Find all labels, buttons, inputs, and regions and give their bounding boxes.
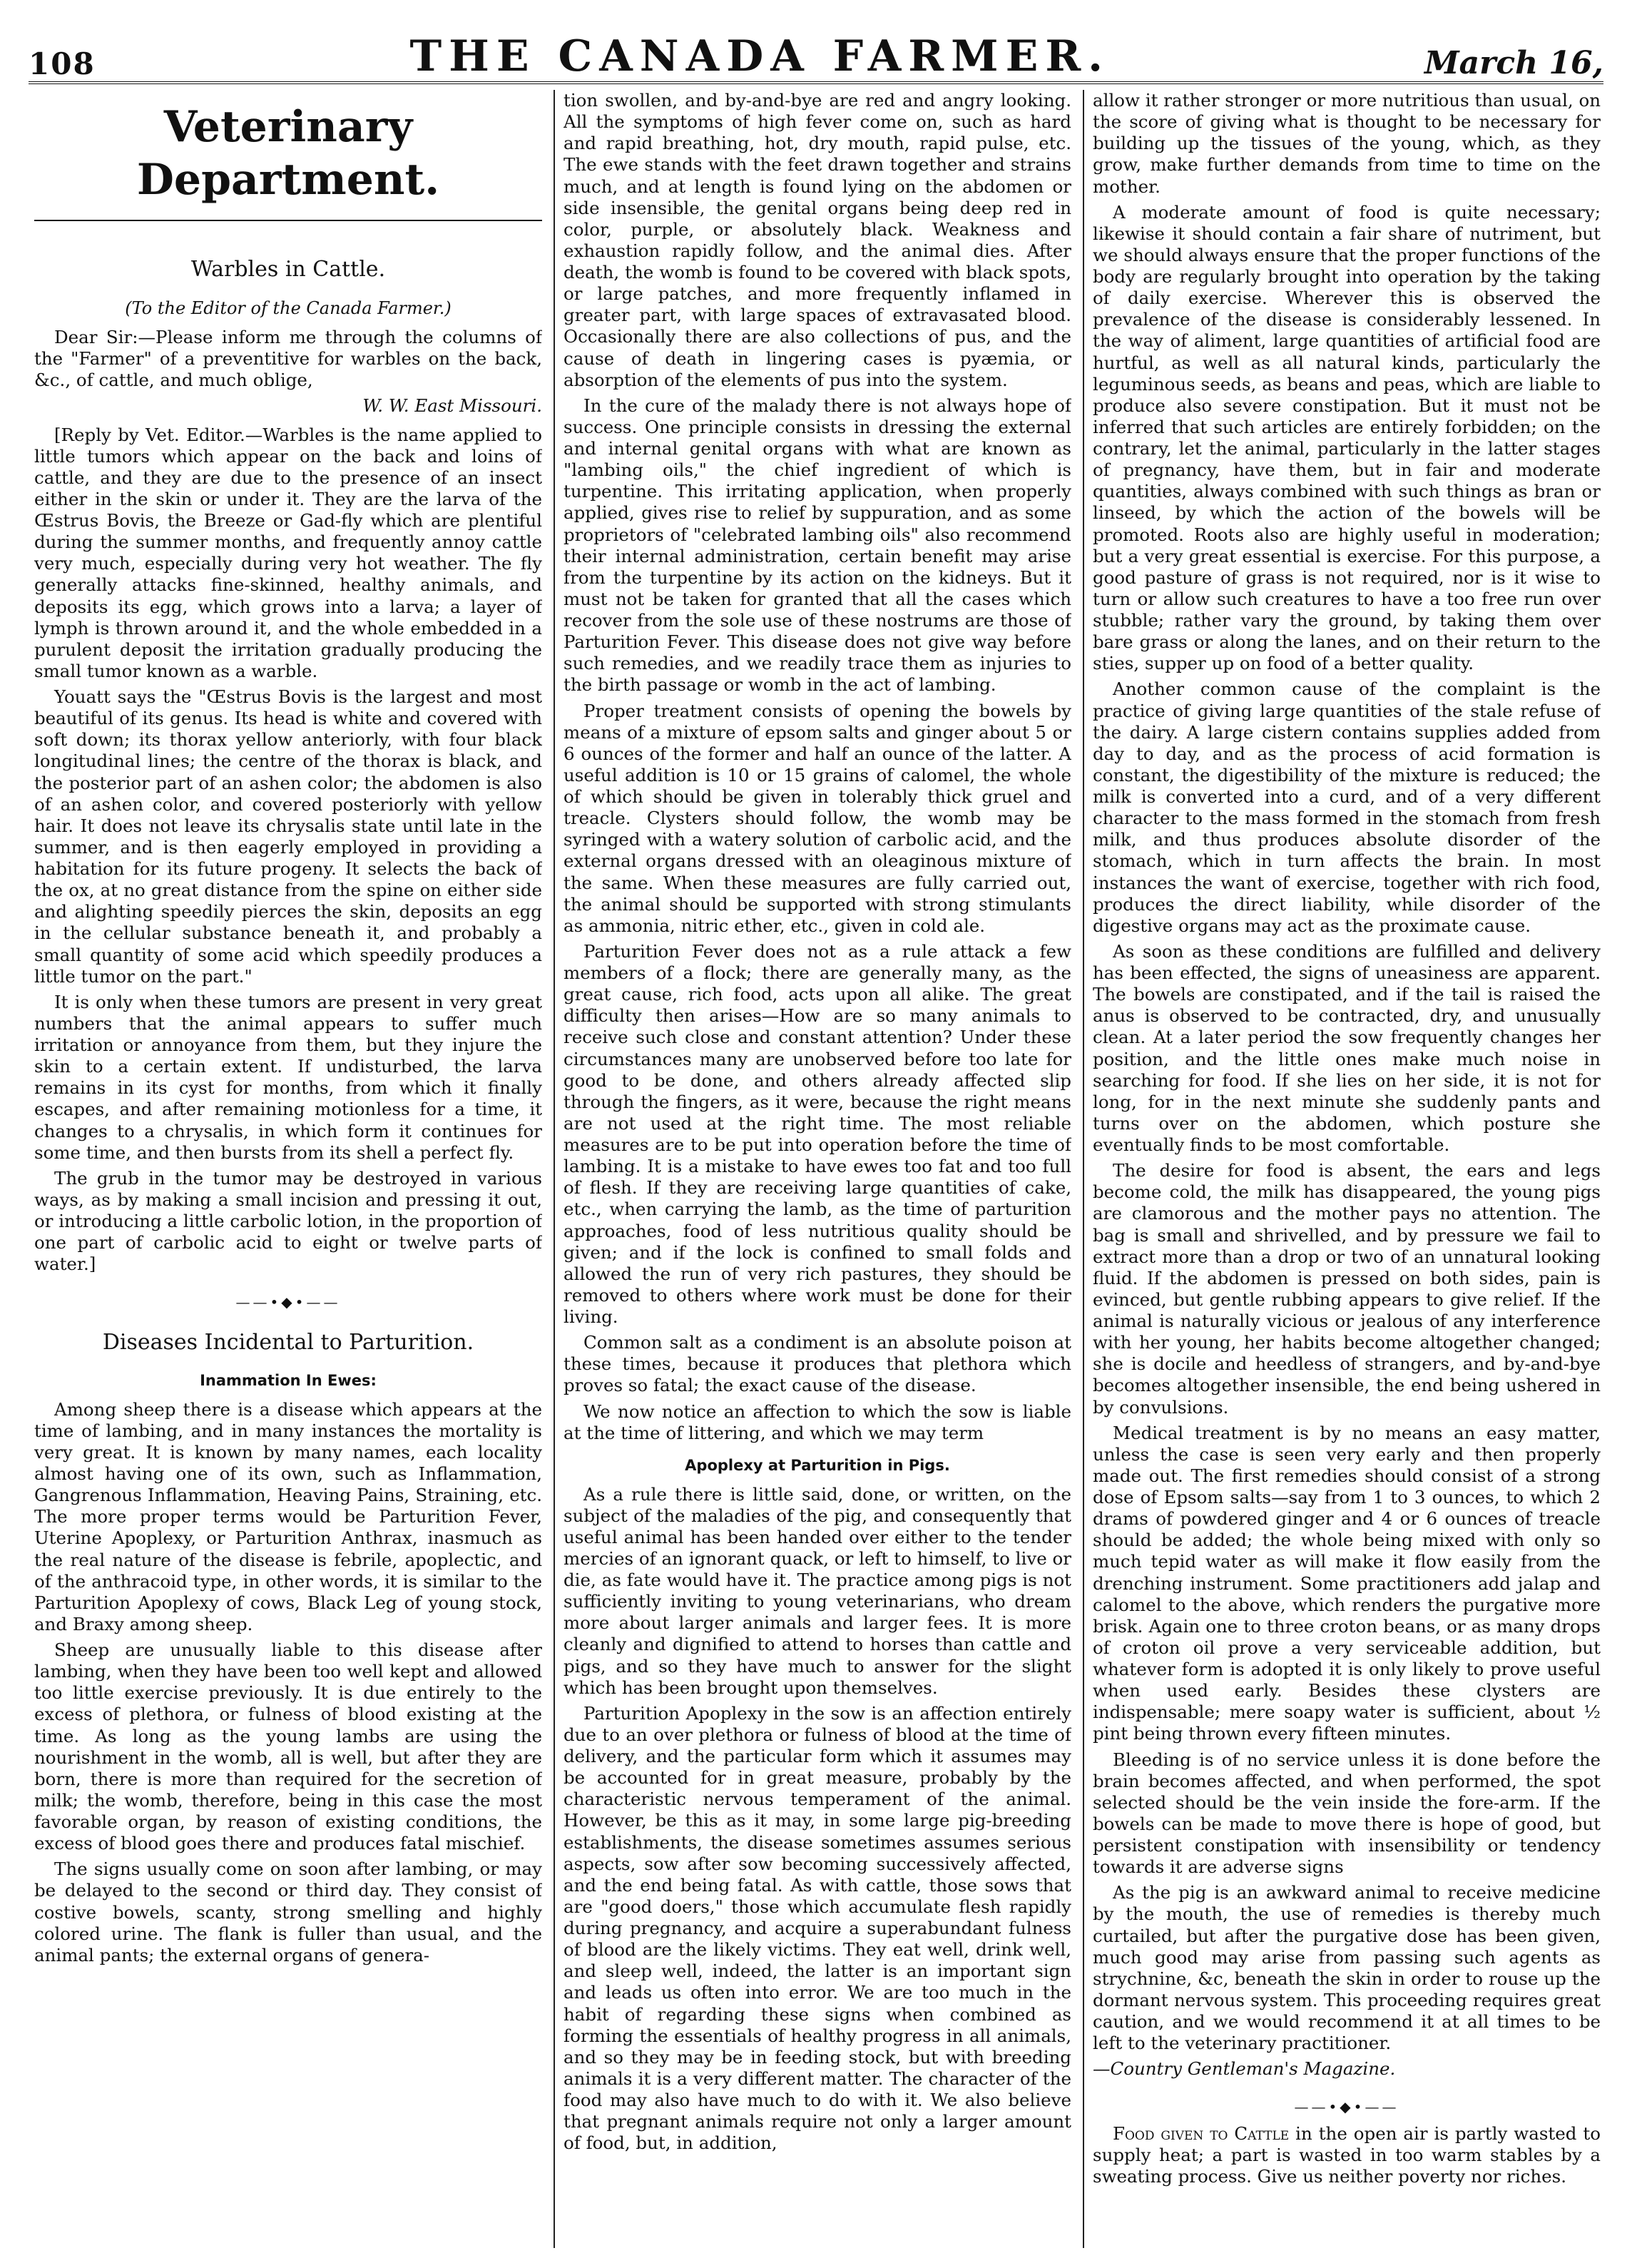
paragraph: Parturition Apoplexy in the sow is an affection entirely due to an over plethora or fulness of blood at the time of delivery, and the particular form which it assumes may be accounted for in great measure, probably by the characteristic nervous temperament of the animal. However, be this as it may, in some large pig-breeding establishments, the disease sometimes assumes serious aspects, sow after sow becoming successively affected, and the end being fatal. As with cattle, those sows that are "good doers," those which accumulate flesh rapidly during pregnancy, and acquire a superabundant fulness of blood are the likely victims. They eat well, drink well, and sleep well, indeed, the latter is an important sign and leads us often into error. We are too much in the habit of regarding these signs when combined as forming the essentials of healthy progress in all animals, and so they may be in feeding stock, but with breeding animals it is a very different matter. The character of the food may also have much to do with it. We also believe that pregnant animals require not only a larger amount of food, but, in addition, xyxy=(563,1702,1071,2154)
issue-date: March 16, xyxy=(1424,45,1603,81)
paragraph: The grub in the tumor may be destroyed in various ways, as by making a small incision and pressing it out, or introducing a little carbolic lotion, in the proportion of one part of carbolic acid to eight or twelve parts of water.] xyxy=(34,1167,542,1275)
column-3 xyxy=(1093,90,1601,2248)
paragraph: We now notice an affection to which the sow is liable at the time of littering, and which we may term xyxy=(563,1400,1071,1443)
paragraph: Common salt as a condiment is an absolute poison at these times, because it produces that plethora which proves so fatal; the exact cause of the disease. xyxy=(563,1332,1071,1396)
paragraph: In the cure of the malady there is not always hope of success. One principle consists in dressing the external and internal genital organs with what are known as "lambing oils," the chief ingredient of which is turpentine. This irritating application, when properly applied, gives rise to relief by suppuration, and as some proprietors of "celebrated lambing oils" also recommend their internal administration, certain benefit may arise from the turpentine by its action on the kidneys. But it must not be taken for granted that all the cases which recover from the sole use of these nostrums are those of Parturition Fever. This disease does not give way before such remedies, and we readily trace them as injuries to the birth passage or womb in the act of lambing. xyxy=(563,395,1071,696)
department-heading: Veterinary Department. xyxy=(34,90,542,221)
paragraph: Medical treatment is by no means an easy matter, unless the case is seen very early and then properly made out. The first remedies should consist of a strong dose of Epsom salts—say from 1 to 3 ounces, to which 2 drams of powdered ginger and 4 or 6 ounces of treacle should be added; the whole being mixed with only so much tepid water as will make it flow easily from the drenching instrument. Some practitioners add jalap and calomel to the above, which renders the purgative more brisk. Again one to three croton beans, or as many drops of croton oil prove a very serviceable addition, but whatever form is adopted it is only likely to prove useful when used early. Besides these clysters are indispensable; mere soapy water is sufficient, about ½ pint being thrown every fifteen minutes. xyxy=(1093,1422,1601,1744)
paragraph: Among sheep there is a disease which appears at the time of lambing, and in many instances the mortality is very great. It is known by many names, each locality almost having one of its own, such as Inflammation, Gangrenous Inflammation, Heaving Pains, Straining, etc. The more proper terms would be Parturition Fever, Uterine Apoplexy, or Parturition Anthrax, inasmuch as the real nature of the disease is febrile, apoplectic, and of the anthracoid type, in other words, it is similar to the Parturition Apoplexy of cows, Black Leg of young stock, and Braxy among sheep. xyxy=(34,1398,542,1634)
column-2 xyxy=(563,90,1071,2248)
paragraph: Youatt says the "Œstrus Bovis is the largest and most beautiful of its genus. Its head is white and covered with soft down; its thorax yellow anteriorly, with four black longitudinal lines; the centre of the thorax is black, and the posterior part of an ashen color; the abdomen is also of an ashen color, and covered posteriorly with yellow hair. It does not leave its chrysalis state until late in the summer, and is then eagerly employed in providing a habitation for its future progeny. It selects the back of the ox, at no great distance from the spine on either side and alighting speedily pierces the skin, deposits an egg in the cellular substance beneath it, and probably a small quantity of some acid which speedily produces a little tumor on the part." xyxy=(34,686,542,987)
page-number: 108 xyxy=(29,46,96,81)
masthead xyxy=(29,20,1603,84)
section-ornament: ——•◆•—— xyxy=(1294,2098,1399,2116)
paragraph: Another common cause of the complaint is the practice of giving large quantities of the stale refuse of the dairy. A large cistern contains supplies added from day to day, and as the process of acid formation is constant, the digestibility of the mixture is reduced; the milk is converted into a curd, and of a very different character to the mass formed in the stomach from fresh milk, and thus produces absolute disorder of the stomach, which in turn affects the brain. In most instances the want of exercise, together with rich food, produces the direct liability, while disorder of the digestive organs may act as the proximate cause. xyxy=(1093,678,1601,936)
section-ornament: ——•◆•—— xyxy=(235,1293,341,1311)
paragraph: As soon as these conditions are fulfilled and delivery has been effected, the signs of uneasiness are apparent. The bowels are constipated, and if the tail is raised the anus is observed to be contracted, dry, and unusually clean. At a later period the sow frequently changes her position, and the little ones make much noise in searching for food. If she lies on her side, it is not for long, for in the next minute she suddenly pants and turns over on the abdomen, which posture she eventually finds to be most comfortable. xyxy=(1093,940,1601,1155)
paragraph: Parturition Fever does not as a rule attack a few members of a flock; there are generally many, as the great cause, rich food, acts upon all alike. The great difficulty then arises—How are so many animals to receive such close and constant attention? Under these circumstances many are unobserved before too late for good to be done, and others already affected slip through the fingers, as it were, because the right means are not used at the right time. The most reliable measures are to be put into operation before the time of lambing. It is a mistake to have ewes too fat and too full of flesh. If they are receiving large quantities of cake, etc., when carrying the lamb, as the time of parturition approaches, food of less nutritious quality should be given; and if the lock is confined to small folds and allowed the run of very rich pastures, they should be removed to others where work must be done for their living. xyxy=(563,940,1071,1327)
column-1 xyxy=(34,90,542,2248)
paragraph xyxy=(1093,2123,1601,2187)
paragraph-text: in the open air is partly wasted to supply heat; a part is wasted in too warm stables by a sweating process. Give us neither poverty nor riches. xyxy=(1093,2122,1601,2187)
paragraph: The signs usually come on soon after lambing, or may be delayed to the second or third day. They consist of costive bowels, scanty, strong smelling and highly colored urine. The flank is fuller than usual, and the animal pants; the external organs of genera- xyxy=(34,1858,542,1966)
paragraph: [Reply by Vet. Editor.—Warbles is the name applied to little tumors which appear on the back and loins of cattle, and they are due to the presence of an insect either in the skin or under it. They are the larva of the Œstrus Bovis, the Breeze or Gad-fly which are plentiful during the summer months, and frequently annoy cattle very much, especially during very hot weather. The fly generally attacks fine-skinned, healthy animals, and deposits its egg, which grows into a larva; a layer of lymph is thrown around it, and the whole embedded in a purulent deposit the irritation gradually producing the small tumor known as a warble. xyxy=(34,424,542,681)
paragraph: As the pig is an awkward animal to receive medicine by the mouth, the use of remedies is thereby much curtailed, but after the purgative dose has been given, much good may arise from passing such agents as strychnine, &c, beneath the skin in order to rouse up the dormant nervous system. This proceeding requires great caution, and we would recommend it at all times to be left to the veterinary practitioner. xyxy=(1093,1882,1601,2054)
subheading: Apoplexy at Parturition in Pigs. xyxy=(685,1456,950,1474)
paragraph: The desire for food is absent, the ears and legs become cold, the milk has disappeared, the young pigs are clamorous and the mother pays no attention. The bag is small and shrivelled, and by pressure we fail to extract more than a drop or two of an unnatural looking fluid. If the abdomen is pressed on both sides, pain is evinced, but gentle rubbing appears to give relief. If the animal is naturally vicious or jealous of any interference with her young, her habits become altogether changed; she is docile and heedless of strangers, and by-and-bye becomes altogether insensible, the end being ushered in by convulsions. xyxy=(1093,1160,1601,1418)
paragraph: tion swollen, and by-and-bye are red and angry looking. All the symptoms of high fever come on, such as hard and rapid breathing, hot, dry mouth, rapid pulse, etc. The ewe stands with the feet drawn together and strains much, and at length is found lying on the abdomen or side insensible, the genital organs being deep red in color, purple, or absolutely black. Weakness and exhaustion rapidly follow, and the animal dies. After death, the womb is found to be covered with black spots, or large patches, and more frequently inflamed in greater part, with large spaces of extravasated blood. Occasionally there are also collections of pus, and the cause of death in lingering cases is pyæmia, or absorption of the elements of pus into the system. xyxy=(563,90,1071,390)
column-rule xyxy=(1083,90,1084,2248)
paragraph: Bleeding is of no service unless it is done before the brain becomes affected, and when performed, the spot selected should be the vein inside the fore-arm. If the bowels can be made to move there is hope of good, but persistent constipation with insensibility or tendency towards it are adverse signs xyxy=(1093,1749,1601,1878)
subheading: Inammation In Ewes: xyxy=(200,1371,377,1389)
letter-body: Dear Sir:—Please inform me through the columns of the "Farmer" of a preventitive for warbles on the back, &c., of cattle, and much oblige, xyxy=(34,327,542,391)
paragraph: It is only when these tumors are present in very great numbers that the animal appears to suffer much irritation or annoyance from them, but they injure the skin to a certain extent. If undisturbed, the larva remains in its cyst for months, from which it finally escapes, and after remaining motionless for a time, it changes to a chrysalis, in which form it continues for some time, and then bursts from its shell a perfect fly. xyxy=(34,991,542,1163)
article-title: Diseases Incidental to Parturition. xyxy=(102,1329,474,1355)
paragraph: As a rule there is little said, done, or written, on the subject of the maladies of the pig, and consequently that useful animal has been handed over either to the tender mercies of an ignorant quack, or left to himself, to live or die, as fate would have it. The practice among pigs is not sufficiently inviting to young veterinarians, who dream more about larger animals and larger fees. It is more cleanly and dignified to attend to horses than cattle and pigs, and so they have much to answer for the slight which has been brought upon themselves. xyxy=(563,1483,1071,1698)
column-rule xyxy=(554,90,555,2248)
paragraph: Sheep are unusually liable to this disease after lambing, when they have been too well kept and allowed too little exercise previously. It is due entirely to the excess of plethora, or fulness of blood existing at the time. As long as the young lambs are using the nourishment in the womb, all is well, but after they are born, there is more than required for the secretion of milk; the womb, therefore, being in this case the most favorable organ, by reason of existing conditions, the excess of blood goes there and produces fatal mischief. xyxy=(34,1639,542,1854)
letter-signature: W. W. East Missouri. xyxy=(362,395,542,417)
paragraph: A moderate amount of food is quite necessary; likewise it should contain a fair share of nutriment, but we should always ensure that the proper functions of the body are regularly brought into operation by the taking of daily exercise. Wherever this is observed the prevalence of the disease is considerably lessened. In the way of aliment, large quantities of artificial food are hurtful, as well as all natural kinds, particularly the leguminous seeds, as beans and peas, which are liable to produce also severe constipation. But it must not be inferred that such articles are entirely forbidden; on the contrary, let the animal, particularly in the latter stages of pregnancy, have them, but in fair and moderate quantities, always combined with such things as bran or linseed, by which the action of the bowels will be promoted. Roots also are highly useful in moderation; but a very great essential is exercise. For this purpose, a good pasture of grass is not required, nor is it wise to turn or allow such creatures to have a too free run over stubble; rather vary the ground, by taking them over bare grass or along the lanes, and on their return to the sties, supper up on food of a better quality. xyxy=(1093,201,1601,674)
source-credit: —Country Gentleman's Magazine. xyxy=(1093,2058,1396,2080)
paragraph: Proper treatment consists of opening the bowels by means of a mixture of epsom salts and ginger about 5 or 6 ounces of the former and half an ounce of the latter. A useful addition is 10 or 15 grains of calomel, the whole of which should be given in tolerably thick gruel and treacle. Clysters should follow, the womb may be syringed with a watery solution of carbolic acid, and the external organs dressed with an oleaginous mixture of the same. When these measures are fully carried out, the animal should be supported with strong stimulants as ammonia, nitric ether, etc., given in cold ale. xyxy=(563,700,1071,936)
paragraph-lead: Food given to Cattle xyxy=(1113,2122,1290,2144)
masthead-title: THE CANADA FARMER. xyxy=(409,31,1111,81)
paragraph: allow it rather stronger or more nutritious than usual, on the score of giving what is thought to be necessary for building up the tissues of the young, which, as they grow, make further demands from time to time on the mother. xyxy=(1093,90,1601,197)
letter-address: (To the Editor of the Canada Farmer.) xyxy=(125,298,452,319)
article-title: Warbles in Cattle. xyxy=(190,256,386,282)
